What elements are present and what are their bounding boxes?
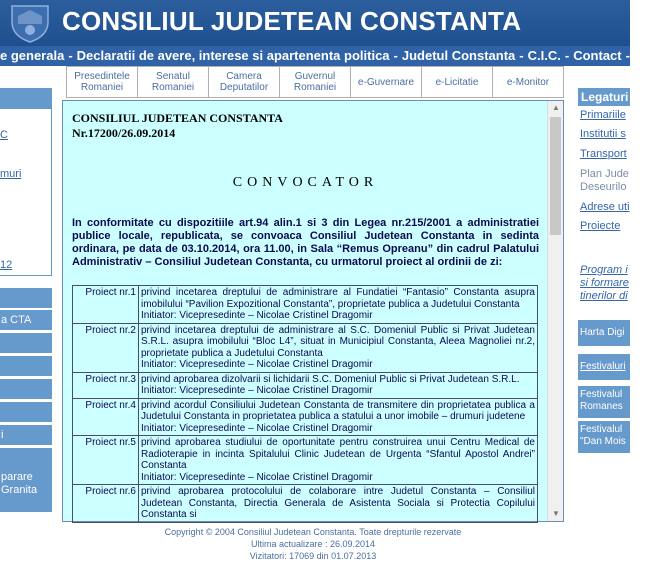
- right-link-proiecte[interactable]: Proiecte: [580, 220, 621, 232]
- left-nav-item[interactable]: [0, 288, 52, 308]
- scroll-down-icon[interactable]: ▼: [552, 509, 560, 518]
- agenda-desc: [139, 436, 538, 485]
- left-nav-item[interactable]: [0, 402, 52, 422]
- right-block-label: Festivalul: [580, 389, 623, 400]
- menu-item-judetul[interactable]: Judetul Constanta: [401, 48, 516, 63]
- table-row: [73, 436, 538, 485]
- left-nav-item[interactable]: [0, 448, 52, 468]
- left-sidebar-header: [0, 88, 52, 108]
- left-nav-label: Granita: [1, 484, 38, 496]
- right-block-festivaluri[interactable]: Festivaluri: [578, 354, 630, 380]
- left-nav-item[interactable]: [0, 379, 52, 399]
- menu-separator: -: [393, 48, 398, 63]
- link-e-monitor[interactable]: e-Monitor: [506, 76, 550, 88]
- agenda-text: privind aprobarea studiului de oportunitate pentru construirea unui Centru Medical de Radioterapie in incinta Spitalului Clinic Judetean de Urgenta “Sfantul Apostol Andrei” Constanta: [141, 437, 535, 471]
- table-row: [73, 372, 538, 398]
- agenda-id: Proiect nr.2: [73, 323, 139, 372]
- right-block-harta[interactable]: Harta Digi: [578, 320, 630, 346]
- document-heading: CONVOCATOR: [232, 175, 379, 190]
- right-link-institutii[interactable]: Institutii s: [580, 128, 626, 140]
- menu-separator: -: [625, 48, 630, 63]
- site-banner: [0, 0, 630, 46]
- table-row: [73, 398, 538, 436]
- agenda-text: privind acordul Consiliului Judetean Constanta de transmitere din proprietatea publica a Judetului Constanta in proprietatea publica a statului a unor imobile – drumuri judetene: [141, 399, 535, 422]
- menu-separator: -: [519, 48, 524, 63]
- menu-separator: -: [564, 48, 570, 63]
- site-title[interactable]: CONSILIUL JUDETEAN CONSTANTA: [62, 6, 522, 36]
- table-row: [73, 485, 538, 523]
- agenda-desc: [139, 286, 538, 324]
- agenda-text: privind aprobarea protocolului de colaborare intre Judetul Constanta – Consiliul Judetean Constanta, Directia Generala de Asistenta Sociala si Protectia Copilului Constanta si: [141, 486, 535, 520]
- right-block-festivalul-dan-moisescu[interactable]: [578, 421, 630, 453]
- menu-item-generala[interactable]: e generala: [0, 48, 65, 63]
- left-sidebar: [0, 88, 52, 518]
- agenda-id: Proiect nr.1: [73, 286, 139, 324]
- footer-updated: Ultima actualizare : 26.09.2014: [250, 539, 376, 549]
- link-guvernul[interactable]: Guvernul Romaniei: [280, 67, 351, 97]
- main-menu: [0, 46, 647, 66]
- agenda-initiator: Initiator: Vicepresedinte – Nicolae Cristinel Dragomir: [141, 385, 373, 396]
- link-camera-deputatilor[interactable]: Camera Deputatilor: [209, 67, 280, 97]
- left-nav-label: parare: [1, 471, 33, 483]
- right-sidebar: [578, 88, 630, 518]
- link-presedintele[interactable]: Presedintele Romaniei: [67, 67, 138, 97]
- document-number: Nr.17200/26.09.2014: [72, 126, 176, 140]
- right-block-label: Festivalul: [580, 424, 623, 435]
- document-org: CONSILIUL JUDETEAN CONSTANTA: [72, 111, 283, 125]
- left-link-muri[interactable]: muri: [0, 168, 22, 180]
- link-e-guvernare[interactable]: e-Guvernare: [351, 67, 422, 97]
- agenda-initiator: Initiator: Vicepresedinte – Nicolae Cristinel Dragomir: [141, 422, 373, 434]
- right-block-label: "Dan Mois: [580, 436, 626, 447]
- left-link-c[interactable]: C: [0, 129, 8, 141]
- table-row: [73, 286, 538, 324]
- right-link-deseuri[interactable]: Deseurilo: [580, 181, 627, 193]
- left-link-12[interactable]: 12: [0, 259, 13, 271]
- agenda-initiator: Initiator: Vicepresedinte – Nicolae Cristinel Dragomir: [141, 471, 373, 483]
- agenda-text: privind aprobarea dizolvarii si lichidarii S.C. Domeniul Public si Privat Judetean S.R.L.: [141, 373, 520, 385]
- right-sidebar-heading: Legaturi: [578, 88, 630, 106]
- agenda-text: privind incetarea dreptului de administrare al S.C. Domeniul Public si Privat Judetean S.R.L. asupra imobilului “Bloc L4”, situat in Municipiul Constanta, Aleea Magnoliei nr.2, proprietate publica a Judetului Constanta: [141, 324, 535, 359]
- right-link-transport[interactable]: Transport: [580, 148, 627, 160]
- right-link-program[interactable]: Program i: [580, 264, 628, 276]
- menu-separator: -: [68, 48, 73, 63]
- scroll-up-icon[interactable]: ▲: [552, 103, 560, 112]
- right-link-adrese[interactable]: Adrese uti: [580, 201, 630, 213]
- scrollbar-thumb[interactable]: [550, 117, 561, 235]
- agenda-text: privind incetarea dreptului de administrare al Fundatiei “Fantasio” Constanta asupra imobilului “Pavilion Expozitional Constanta”, proprietate publica a Judetului Constanta: [141, 287, 535, 310]
- agenda-desc: [139, 323, 538, 372]
- agenda-initiator: Initiator: Vicepresedinte – Nicolae Cristinel Dragomir: [141, 359, 373, 370]
- left-nav-item-cta[interactable]: a CTA: [0, 310, 52, 330]
- left-nav-item-i[interactable]: i: [0, 425, 52, 445]
- menu-item-cic[interactable]: C.I.C.: [527, 48, 561, 63]
- right-link-primariile[interactable]: Primariile: [580, 109, 626, 121]
- right-link-plan-judetean[interactable]: Plan Jude: [580, 168, 629, 180]
- page-footer: [62, 526, 564, 562]
- right-block-label: Romanes: [580, 401, 623, 412]
- document-intro: In conformitate cu dispozitiile art.94 alin.1 si 3 din Legea nr.215/2001 a administratiei publice locale, republicata, se convoaca Consiliul Judetean Constanta in sedinta ordinara, pe data de 03.10.2014, ora 11.00, in Sala “Remus Opreanu” din cadrul Palatului Administrativ – Consiliul Judetean Constanta, cu urmatorul proiect al ordinii de zi:: [72, 217, 539, 268]
- right-link-program[interactable]: tinerilor di: [580, 290, 628, 302]
- agenda-id: Proiect nr.6: [73, 485, 139, 523]
- agenda-desc: [139, 372, 538, 398]
- convocator-content: [63, 101, 547, 521]
- coat-of-arms-icon: [6, 2, 54, 44]
- link-senatul[interactable]: Senatul Romaniei: [138, 67, 209, 97]
- table-row: [73, 323, 538, 372]
- menu-item-declaratii[interactable]: Declaratii de avere, interese si apartenenta politica: [76, 48, 390, 63]
- left-nav-item[interactable]: [0, 356, 52, 376]
- menu-item-contact[interactable]: Contact: [573, 48, 622, 63]
- right-block-festivalul-romanesc[interactable]: [578, 386, 630, 418]
- external-links-bar: [66, 66, 564, 98]
- menu-item-ajutor[interactable]: Aj: [633, 48, 647, 63]
- left-nav-item-granita[interactable]: [0, 468, 52, 512]
- convocator-panel: [62, 100, 564, 522]
- agenda-desc: [139, 398, 538, 436]
- footer-visitors: Vizitatori: 17069 din 01.07.2013: [249, 551, 377, 561]
- agenda-table: [72, 285, 538, 523]
- vertical-scrollbar[interactable]: [547, 101, 563, 521]
- right-link-program[interactable]: si formare: [580, 277, 629, 289]
- agenda-desc: [139, 485, 538, 523]
- footer-copyright: Copyright © 2004 Consiliul Judetean Constanta. Toate drepturile rezervate: [164, 527, 462, 537]
- agenda-id: Proiect nr.4: [73, 398, 139, 436]
- agenda-initiator: Initiator: Vicepresedinte – Nicolae Cristinel Dragomir: [141, 310, 373, 321]
- agenda-id: Proiect nr.3: [73, 372, 139, 398]
- left-nav-item[interactable]: [0, 333, 52, 353]
- link-e-licitatie[interactable]: e-Licitatie: [422, 67, 493, 97]
- agenda-id: Proiect nr.5: [73, 436, 139, 485]
